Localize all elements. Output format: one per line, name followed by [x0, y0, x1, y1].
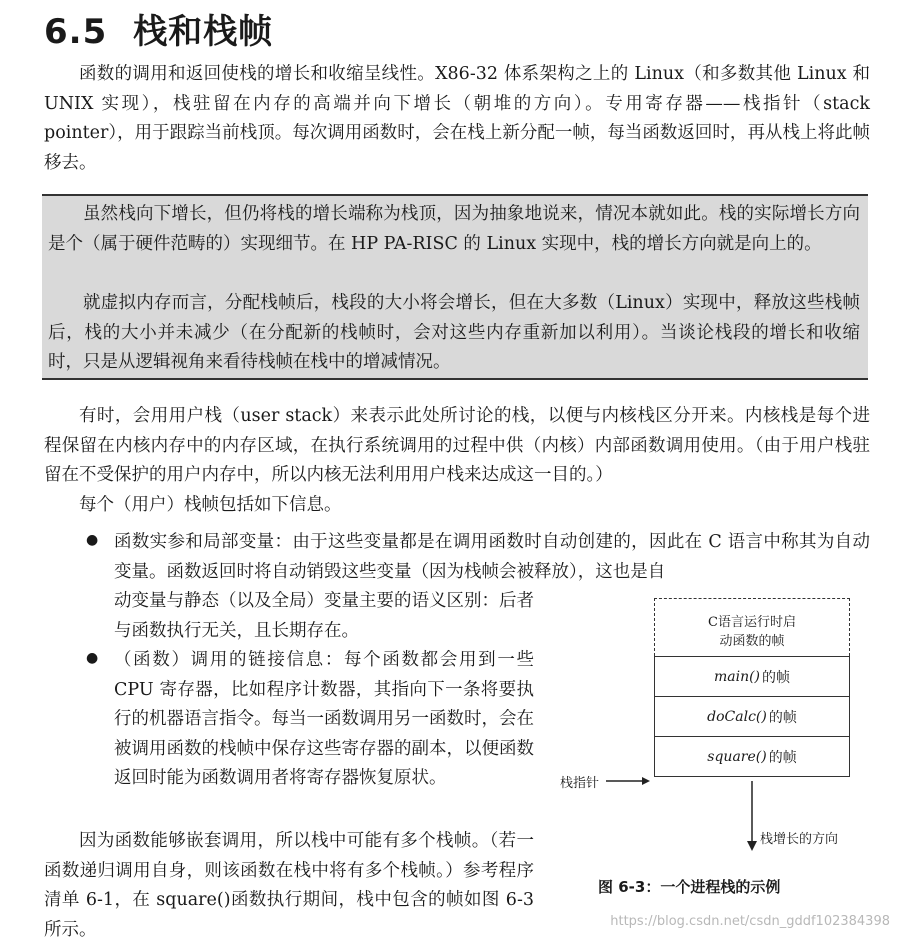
note-box [42, 194, 868, 380]
frame-info-paragraph: 每个（用户）栈帧包括如下信息。 [79, 495, 342, 515]
runtime-frame-label-line1: C语言运行时启 [708, 615, 796, 630]
figure-caption: 图 6-3：一个进程栈的示例 [598, 878, 781, 896]
square-frame-fn: square() [707, 748, 767, 765]
watermark: https://blog.csdn.net/csdn_gddf102384398 [610, 914, 890, 929]
docalc-frame-suffix: 的帧 [768, 709, 797, 726]
section-title: 栈和栈帧 [133, 12, 274, 52]
stack-pointer-label: 栈指针 [560, 776, 600, 791]
note-paragraph-2: 就虚拟内存而言，分配栈帧后，栈段的大小将会增长，但在大多数（Linux）实现中，释放这些栈帧后，栈的大小并未减少（在分配新的栈帧时，会对这些内存重新加以利用）。当谈论栈段的增长和收缩时，只是从逻辑视角来看待栈帧在栈中的增减情况。 [48, 293, 860, 372]
growth-direction-label: 栈增长的方向 [760, 832, 839, 847]
main-frame-suffix: 的帧 [762, 669, 791, 686]
bullet-marker-2: ● [86, 650, 99, 666]
section-heading [44, 4, 273, 53]
user-stack-paragraph: 有时，会用用户栈（user stack）来表示此处所讨论的栈，以便与内核栈区分开来。内核栈是每个进程保留在内核内存中的内存区域，在执行系统调用的过程中供（内核）内部函数调用使用。（由于用户栈驻留在不受保护的用户内存中，所以内核无法利用用户栈来达成这一目的。） [44, 406, 870, 485]
bullet-2-text: （函数）调用的链接信息：每个函数都会用到一些 CPU 寄存器，比如程序计数器，其指向下一条将要执行的机器语言指令。每当一函数调用另一函数时，会在被调用函数的栈帧中保存这些寄存器的副本，以便函数返回时能为函数调用者将寄存器恢复原状。 [114, 650, 534, 788]
main-frame [654, 656, 850, 697]
docalc-frame-fn: doCalc() [707, 708, 767, 725]
section-number: 6.5 [44, 12, 108, 52]
square-frame [654, 737, 850, 777]
stack-diagram [560, 592, 860, 902]
runtime-frame-label-line2: 动函数的帧 [719, 634, 785, 649]
stack-pointer-arrow-icon [606, 776, 650, 786]
runtime-start-frame [654, 598, 850, 656]
bullet-marker-1: ● [86, 532, 99, 548]
intro-paragraph: 函数的调用和返回使栈的增长和收缩呈线性。X86-32 体系架构之上的 Linux（和多数其他 Linux 和 UNIX 实现），栈驻留在内存的高端并向下增长（朝堆的方向）。专用寄存器——栈指针（stack pointer），用于跟踪当前栈顶。每次调用函数时，会在栈上新分配一帧，每当函数返回时，再从栈上将此帧移去。 [44, 64, 870, 173]
bullet-1-text-b: 动变量与静态（以及全局）变量主要的语义区别：后者与函数执行无关，且长期存在。 [114, 591, 534, 641]
bullet-1-text-a: 函数实参和局部变量：由于这些变量都是在调用函数时自动创建的，因此在 C 语言中称其为自动变量。函数返回时将自动销毁这些变量（因为栈帧会被释放），这也是自 [114, 532, 870, 582]
docalc-frame [654, 697, 850, 737]
note-paragraph-1: 虽然栈向下增长，但仍将栈的增长端称为栈顶，因为抽象地说来，情况本就如此。栈的实际增长方向是个（属于硬件范畴的）实现细节。在 HP PA-RISC 的 Linux 实现中，栈的增长方向就是向上的。 [48, 204, 860, 254]
main-frame-fn: main() [713, 668, 761, 685]
growth-direction-arrow-icon [746, 781, 758, 851]
closing-paragraph: 因为函数能够嵌套调用，所以栈中可能有多个栈帧。（若一函数递归调用自身，则该函数在栈中将有多个栈帧。）参考程序清单 6-1，在 square()函数执行期间，栈中包含的帧如图 6-3 所示。 [44, 831, 534, 940]
square-frame-suffix: 的帧 [768, 749, 797, 766]
